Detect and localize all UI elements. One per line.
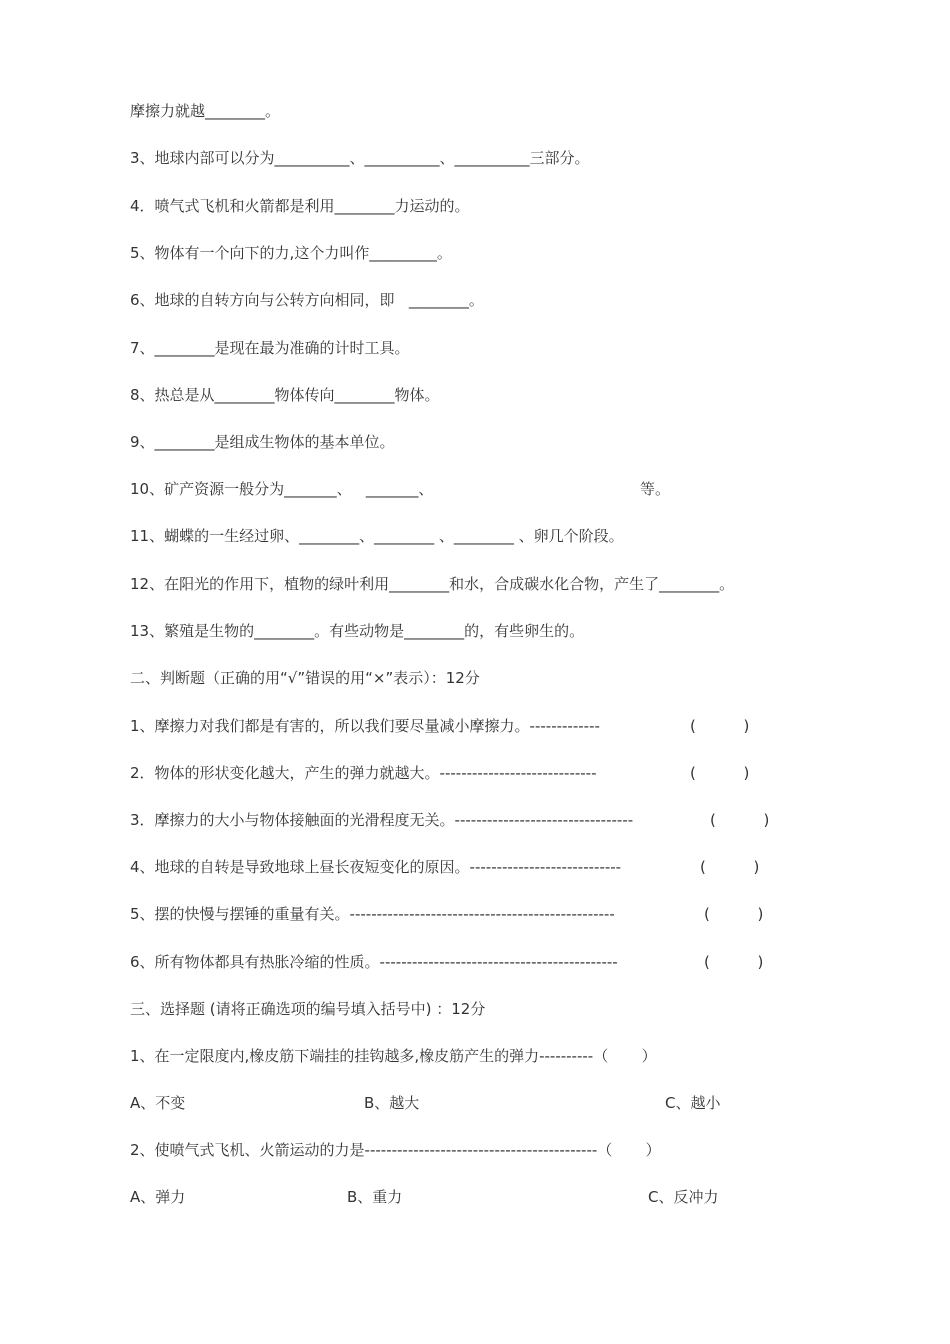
fill-blank-line-end: 等。	[640, 480, 671, 498]
judgement-item: 3．摩擦力的大小与物体接触面的光滑程度无关。---------------------------------	[130, 811, 634, 829]
fill-blank-line: 9、________是组成生物体的基本单位。	[130, 433, 395, 451]
fill-blank-line: 7、________是现在最为准确的计时工具。	[130, 339, 410, 357]
fill-blank-line: 6、地球的自转方向与公转方向相同，即 ________。	[130, 291, 484, 309]
fill-blank-line: 5、物体有一个向下的力,这个力叫作_________。	[130, 244, 452, 262]
answer-bracket: ( )	[710, 811, 770, 829]
fill-blank-line: 13、繁殖是生物的________。有些动物是________的，有些卵生的。	[130, 622, 585, 640]
fill-blank-line: 8、热总是从________物体传向________物体。	[130, 386, 440, 404]
judgement-item: 1、摩擦力对我们都是有害的，所以我们要尽量减小摩擦力。-------------	[130, 717, 600, 735]
choice-option-a: A、弹力	[130, 1188, 186, 1206]
judgement-item: 5、摆的快慢与摆锤的重量有关。-------------------------------------------------	[130, 905, 615, 923]
fill-blank-line: 10、矿产资源一般分为_______、 _______、	[130, 480, 434, 498]
choice-option-b: B、重力	[347, 1188, 403, 1206]
fill-blank-line: 11、蝴蝶的一生经过卵、________、________ 、________ 、卵几个阶段。	[130, 527, 624, 545]
choice-heading: 三、选择题 (请将正确选项的编号填入括号中) ：12分	[130, 1000, 486, 1018]
fill-blank-line: 摩擦力就越________。	[130, 102, 281, 120]
choice-option-a: A、不变	[130, 1094, 186, 1112]
choice-option-c: C、越小	[665, 1094, 721, 1112]
fill-blank-line: 3、地球内部可以分为__________、__________、__________三部分。	[130, 149, 590, 167]
judgement-item: 2．物体的形状变化越大，产生的弹力就越大。-----------------------------	[130, 764, 597, 782]
answer-bracket: ( )	[690, 764, 750, 782]
choice-question: 1、在一定限度内,橡皮筋下端挂的挂钩越多,橡皮筋产生的弹力----------（ ）	[130, 1047, 657, 1065]
choice-option-b: B、越大	[364, 1094, 420, 1112]
judgement-heading: 二、判断题（正确的用“√”错误的用“×”表示）：12分	[130, 669, 480, 687]
fill-blank-line: 12、在阳光的作用下，植物的绿叶利用________和水，合成碳水化合物，产生了________。	[130, 575, 735, 593]
answer-bracket: ( )	[704, 905, 764, 923]
judgement-item: 6、所有物体都具有热胀冷缩的性质。--------------------------------------------	[130, 953, 618, 971]
choice-option-c: C、反冲力	[648, 1188, 719, 1206]
answer-bracket: ( )	[700, 858, 760, 876]
fill-blank-line: 4．喷气式飞机和火箭都是利用________力运动的。	[130, 197, 470, 215]
answer-bracket: ( )	[704, 953, 764, 971]
choice-question: 2、使喷气式飞机、火箭运动的力是-------------------------------------------（ ）	[130, 1141, 661, 1159]
answer-bracket: ( )	[690, 717, 750, 735]
judgement-item: 4、地球的自转是导致地球上昼长夜短变化的原因。----------------------------	[130, 858, 622, 876]
